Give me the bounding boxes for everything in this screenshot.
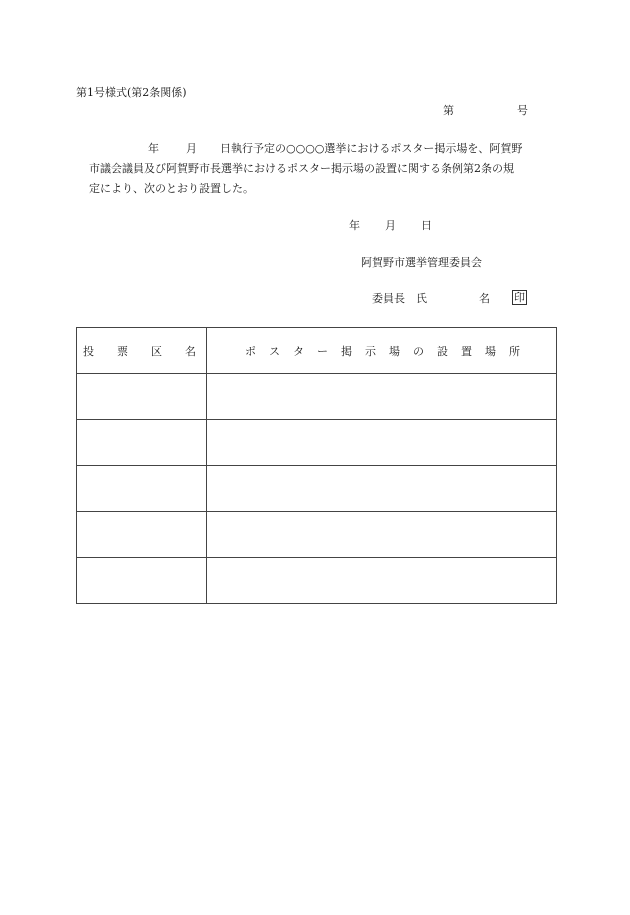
header-voting-district (77, 328, 207, 374)
table-row (77, 512, 557, 558)
header-char: 票 (117, 344, 128, 358)
header-char: 区 (151, 344, 162, 358)
number-suffix: 号 (517, 104, 528, 117)
header-installation-location (207, 328, 557, 374)
date-year: 年 (349, 219, 360, 232)
header-char: 投 (83, 344, 94, 358)
district-cell (77, 466, 207, 512)
location-cell (207, 466, 557, 512)
header-char: ポ (245, 344, 256, 358)
table-header-row (77, 328, 557, 374)
location-cell (207, 420, 557, 466)
location-cell (207, 374, 557, 420)
chairman-label: 委員長 氏 (372, 292, 427, 305)
date-month: 月 (385, 219, 396, 232)
district-cell (77, 512, 207, 558)
header-char: 示 (365, 344, 376, 358)
body-year: 年 (148, 142, 159, 155)
header-char: 置 (461, 344, 472, 358)
header-char: 名 (185, 344, 196, 358)
district-cell (77, 558, 207, 604)
form-number: 第1号様式(第2条関係) (76, 86, 187, 99)
location-cell (207, 512, 557, 558)
table-row (77, 374, 557, 420)
header-char: の (413, 344, 424, 358)
header-char: 所 (509, 344, 520, 358)
header-char: タ (293, 344, 304, 358)
name-label: 名 (479, 292, 490, 305)
number-prefix: 第 (443, 104, 454, 117)
location-cell (207, 558, 557, 604)
body-line-1-text: 日執行予定の○○○○選挙におけるポスター掲示場を、阿賀野 (220, 142, 523, 155)
header-char: 場 (485, 344, 496, 358)
header-char: 掲 (341, 344, 352, 358)
header-char: ス (269, 344, 280, 358)
seal-mark: 印 (514, 291, 525, 304)
table-row (77, 558, 557, 604)
header-char: 設 (437, 344, 448, 358)
date-day: 日 (421, 219, 432, 232)
committee-name: 阿賀野市選挙管理委員会 (361, 256, 482, 269)
body-month: 月 (186, 142, 197, 155)
header-char: 場 (389, 344, 400, 358)
table-row (77, 420, 557, 466)
poster-board-table (76, 327, 557, 604)
header-char: ー (317, 344, 328, 358)
body-line-3: 定により、次のとおり設置した。 (89, 182, 254, 195)
body-line-2: 市議会議員及び阿賀野市長選挙におけるポスター掲示場の設置に関する条例第2条の規 (89, 162, 514, 175)
district-cell (77, 420, 207, 466)
district-cell (77, 374, 207, 420)
table-row (77, 466, 557, 512)
body-line-1 (148, 143, 522, 154)
